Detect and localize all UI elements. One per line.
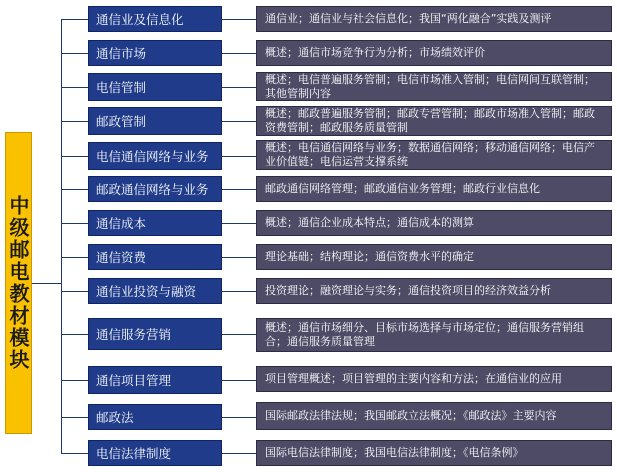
module-node: 通信市场 <box>88 40 222 66</box>
module-node: 电信通信网络与业务 <box>88 142 222 170</box>
module-description: 邮政通信网络管理；邮政通信业务管理；邮政行业信息化 <box>256 176 612 202</box>
module-node: 邮政通信网络与业务 <box>88 176 222 202</box>
detail-connector <box>222 156 256 157</box>
module-description: 概述；电信普遍服务管制；电信市场准入管制；电信网间互联管制；其他管制内容 <box>256 72 612 101</box>
branch-connector <box>61 291 88 292</box>
detail-connector <box>222 257 256 258</box>
module-node: 通信业及信息化 <box>88 6 222 32</box>
module-description: 项目管理概述；项目管理的主要内容和方法；在通信业的应用 <box>256 366 612 392</box>
detail-connector <box>222 334 256 335</box>
branch-connector <box>61 156 88 157</box>
detail-connector <box>222 380 256 381</box>
branch-connector <box>61 334 88 335</box>
branch-connector <box>61 417 88 418</box>
detail-connector <box>222 417 256 418</box>
root-node <box>5 132 32 434</box>
branch-connector <box>61 53 88 54</box>
branch-connector <box>61 223 88 224</box>
detail-connector <box>222 291 256 292</box>
module-description: 投资理论；融资理论与实务；通信投资项目的经济效益分析 <box>256 278 612 304</box>
detail-connector <box>222 121 256 122</box>
module-description: 概述；邮政普遍服务管制；邮政专营管制；邮政市场准入管制；邮政资费管制；邮政服务质量管制 <box>256 106 612 136</box>
module-node: 通信项目管理 <box>88 366 222 394</box>
module-description: 概述；电信通信网络与业务；数据通信网络；移动通信网络；电信产业价值链；电信运营支撑系统 <box>256 140 612 170</box>
module-description: 国际电信法律制度；我国电信法律制度；《电信条例》 <box>256 440 612 466</box>
module-description: 概述；通信市场细分、目标市场选择与市场定位；通信服务营销组合；通信服务质量管理 <box>256 318 612 352</box>
module-node: 邮政法 <box>88 404 222 430</box>
module-description: 概述；通信企业成本特点；通信成本的测算 <box>256 210 612 236</box>
module-node: 电信管制 <box>88 73 222 101</box>
module-node: 通信成本 <box>88 210 222 236</box>
module-description: 通信业；通信业与社会信息化；我国“两化融合”实践及测评 <box>256 6 612 32</box>
detail-connector <box>222 87 256 88</box>
branch-connector <box>61 19 88 20</box>
detail-connector <box>222 223 256 224</box>
module-node: 通信业投资与融资 <box>88 278 222 304</box>
trunk-line <box>61 19 62 454</box>
branch-connector <box>61 189 88 190</box>
module-node: 通信服务营销 <box>88 318 222 350</box>
detail-connector <box>222 453 256 454</box>
branch-connector <box>61 453 88 454</box>
module-node: 通信资费 <box>88 244 222 270</box>
detail-connector <box>222 53 256 54</box>
detail-connector <box>222 19 256 20</box>
branch-connector <box>61 257 88 258</box>
module-description: 国际邮政法律法规；我国邮政立法概况；《邮政法》主要内容 <box>256 402 612 430</box>
detail-connector <box>222 189 256 190</box>
branch-connector <box>61 121 88 122</box>
root-title: 中级邮电教材模块 <box>6 195 30 371</box>
module-node: 邮政管制 <box>88 107 222 135</box>
module-description: 理论基础；结构理论；通信资费水平的确定 <box>256 244 612 270</box>
root-connector <box>32 283 62 284</box>
branch-connector <box>61 87 88 88</box>
module-node: 电信法律制度 <box>88 440 222 466</box>
branch-connector <box>61 380 88 381</box>
module-description: 概述；通信市场竞争行为分析；市场绩效评价 <box>256 40 612 66</box>
